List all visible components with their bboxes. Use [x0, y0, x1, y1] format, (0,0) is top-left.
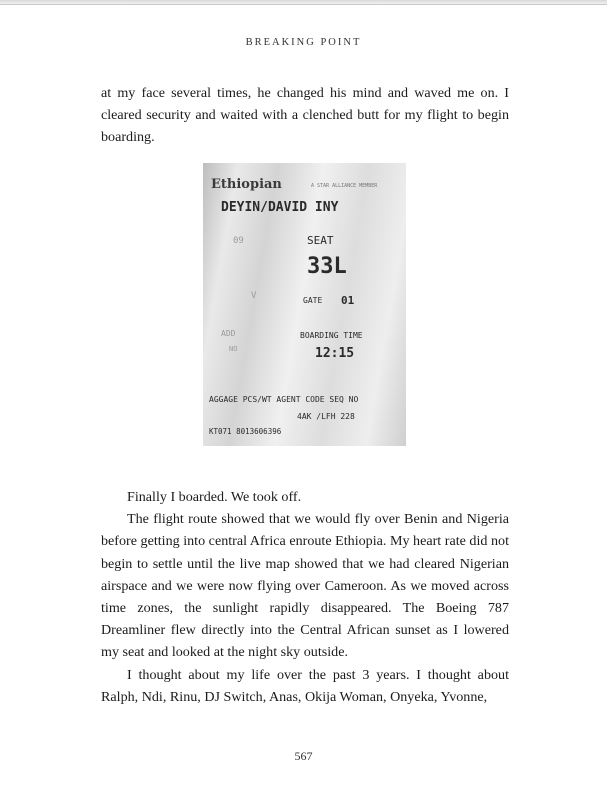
ticket-number: KT071 8013606396	[209, 427, 282, 436]
ticket-smudge-text: ADD	[221, 329, 236, 338]
running-head: BREAKING POINT	[245, 37, 362, 48]
ticket-smudge-text: NO	[229, 345, 238, 353]
body-text-bottom	[101, 486, 509, 708]
page-top-border	[0, 0, 607, 5]
boarding-pass-photo	[203, 163, 406, 446]
paragraph-text: at my face several times, he changed his mind and waved me on. I cleared security and waited with a clenched butt for my flight to begin boarding.	[101, 85, 509, 146]
baggage-header: AGGAGE PCS/WT AGENT CODE SEQ NO	[209, 395, 359, 404]
paragraph-top	[101, 82, 509, 149]
page-number: 567	[294, 749, 313, 763]
paragraph-text: I thought about my life over the past 3 years. I thought about Ralph, Ndi, Rinu, DJ Switch, Anas, Okija Woman, Onyeka, Yvonne,	[101, 666, 509, 705]
paragraph-text: Finally I boarded. We took off.	[127, 489, 302, 505]
ticket-smudge-text: 09	[233, 236, 244, 246]
boarding-time-label: BOARDING TIME	[300, 331, 363, 340]
boarding-time: 12:15	[315, 346, 355, 361]
passenger-name: DEYIN/DAVID INY	[221, 200, 339, 215]
airline-logo: Ethiopian	[211, 177, 282, 192]
gate-number: 01	[341, 294, 355, 307]
alliance-text: A STAR ALLIANCE MEMBER	[311, 183, 378, 189]
gate-label: GATE	[303, 296, 323, 305]
seat-number: 33L	[307, 254, 347, 279]
paragraph-text: The flight route showed that we would fly over Benin and Nigeria before getting into central Africa enroute Ethiopia. My heart rate did not begin to settle until the live map showed that we had cleared Nigerian airspace and we were now flying over Cameroon. As we moved across time zones, the sunlight rapidly disappeared. The Boeing 787 Dreamliner flew directly into the Central African sunset as I lowered my seat and looked at the night sky outside.	[101, 511, 509, 661]
ticket-smudge-text: V	[251, 291, 257, 301]
seat-label: SEAT	[307, 234, 334, 247]
agent-codes: 4AK /LFH 228	[297, 412, 355, 421]
